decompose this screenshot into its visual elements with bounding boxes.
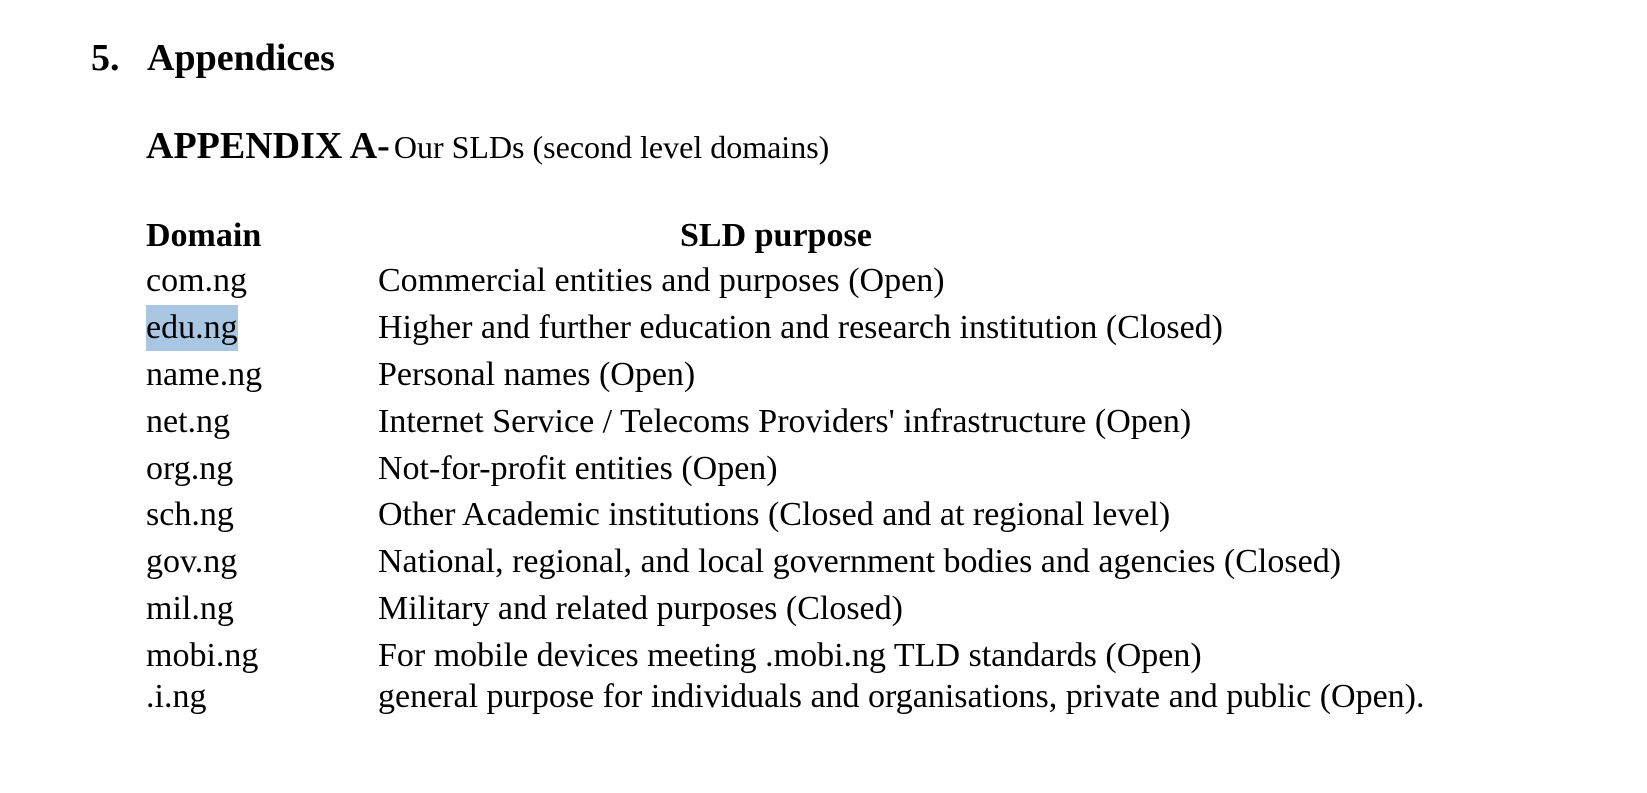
domain-cell[interactable]: gov.ng <box>146 543 238 580</box>
section-title: Appendices <box>147 37 335 79</box>
domain-column-header: Domain <box>146 217 262 254</box>
purpose-cell[interactable]: Other Academic institutions (Closed and at regional level) <box>378 496 1171 533</box>
domain-cell[interactable]: org.ng <box>146 450 234 487</box>
table-row <box>146 586 1546 632</box>
domain-cell-selected[interactable]: edu.ng <box>146 305 238 351</box>
appendix-subtitle: Our SLDs (second level domains) <box>393 129 830 165</box>
domain-cell[interactable]: net.ng <box>146 403 231 440</box>
purpose-cell[interactable]: Military and related purposes (Closed) <box>378 590 903 627</box>
domain-cell[interactable]: name.ng <box>146 356 263 393</box>
purpose-cell[interactable]: For mobile devices meeting .mobi.ng TLD standards (Open) <box>378 637 1202 674</box>
table-row <box>146 352 1546 398</box>
appendix-heading <box>146 122 829 178</box>
purpose-cell[interactable]: National, regional, and local government bodies and agencies (Closed) <box>378 543 1342 580</box>
table-row <box>146 446 1546 492</box>
purpose-column-header: SLD purpose <box>680 217 872 254</box>
domain-cell[interactable]: mil.ng <box>146 590 234 627</box>
table-header-row <box>146 212 1546 260</box>
purpose-cell[interactable]: general purpose for individuals and organisations, private and public (Open). <box>378 678 1425 715</box>
purpose-cell[interactable]: Not-for-profit entities (Open) <box>378 450 778 487</box>
table-row <box>146 305 1546 351</box>
table-row <box>146 633 1546 679</box>
domain-cell[interactable]: sch.ng <box>146 496 234 533</box>
purpose-cell[interactable]: Internet Service / Telecoms Providers' infrastructure (Open) <box>378 403 1192 440</box>
section-number: 5. <box>91 37 120 79</box>
table-row <box>146 492 1546 538</box>
purpose-cell[interactable]: Commercial entities and purposes (Open) <box>378 262 945 299</box>
purpose-cell[interactable]: Personal names (Open) <box>378 356 696 393</box>
table-row <box>146 539 1546 585</box>
table-row <box>146 674 1546 720</box>
purpose-cell[interactable]: Higher and further education and research institution (Closed) <box>378 309 1224 346</box>
table-row <box>146 399 1546 445</box>
domain-cell[interactable]: mobi.ng <box>146 637 259 674</box>
domain-cell[interactable]: .i.ng <box>146 678 207 715</box>
table-row <box>146 258 1546 304</box>
domain-cell[interactable]: com.ng <box>146 262 248 299</box>
sld-table <box>146 212 1546 715</box>
appendix-label: APPENDIX A- <box>146 125 390 167</box>
section-heading <box>91 34 335 82</box>
